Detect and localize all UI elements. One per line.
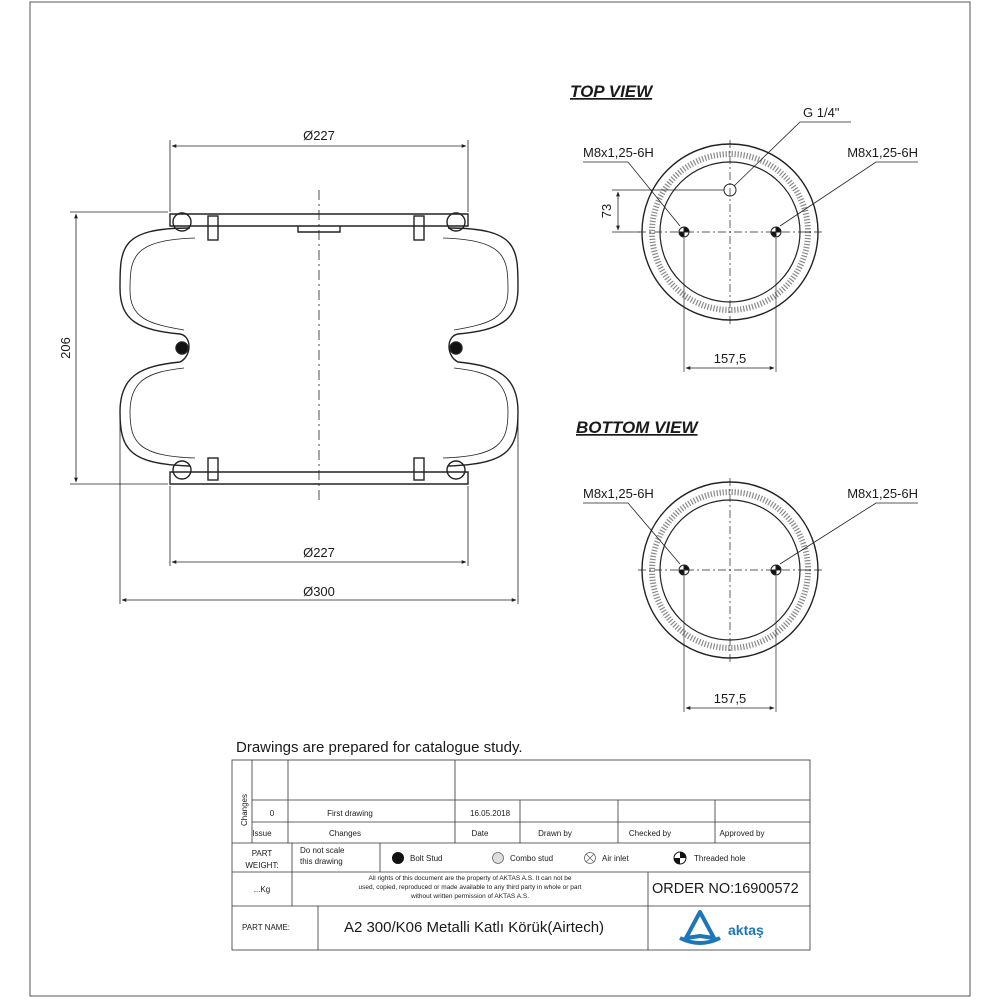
combo-stud-icon: [493, 853, 504, 864]
bottom-right-thread-label: M8x1,25-6H: [847, 486, 918, 501]
changes-side-label: Changes: [240, 793, 249, 827]
weight-value: ...Kg: [253, 885, 271, 894]
crimp-ring-bottom-right: [447, 461, 465, 479]
catalogue-note: Drawings are prepared for catalogue study.: [236, 739, 523, 756]
bottom-bolt-right: [414, 458, 424, 480]
copyright-line-2: used, copied, reproduced or made available to any third party in whole or part: [358, 884, 582, 891]
col-issue: Issue: [252, 829, 272, 838]
top-view-title: TOP VIEW: [570, 82, 653, 101]
legend-air-inlet: Air inlet: [602, 854, 629, 863]
part-label: PART: [251, 849, 273, 858]
legend-combo-stud: Combo stud: [510, 854, 554, 863]
top-bolt-spacing-label: 157,5: [713, 351, 747, 366]
top-threaded-hole-right: [771, 227, 781, 237]
bottom-threaded-hole-right: [771, 565, 781, 575]
bottom-bolt-left: [208, 458, 218, 480]
height-label: 206: [58, 337, 73, 359]
legend: [392, 852, 746, 864]
copyright-line-1: All rights of this document are the property of AKTAS A.S. It can not be: [368, 875, 572, 882]
bottom-left-leader: [583, 503, 680, 564]
change-description: First drawing: [327, 809, 373, 818]
part-name-label: PART NAME:: [242, 923, 291, 932]
outer-diameter-label: Ø300: [303, 584, 335, 599]
side-view-dimensions: [70, 140, 518, 604]
top-diameter-label: Ø227: [303, 128, 335, 143]
bolt-stud-icon: [392, 852, 404, 864]
air-inlet-label: G 1/4": [803, 105, 840, 120]
issue-number: 0: [269, 809, 275, 818]
girdle-ring-left: [176, 342, 188, 354]
change-date: 16.05.2018: [470, 809, 511, 818]
offset-dimension-label: 73: [599, 203, 614, 219]
col-approved-by: Approved by: [719, 829, 765, 838]
threaded-hole-icon: [674, 852, 686, 864]
bottom-view: [583, 478, 918, 712]
col-changes: Changes: [328, 829, 362, 838]
top-bolt-left: [208, 216, 218, 240]
legend-threaded-hole: Threaded hole: [694, 854, 746, 863]
bottom-diameter-label: Ø227: [303, 545, 335, 560]
scale-note-line2: this drawing: [300, 857, 343, 866]
order-number: ORDER NO:16900572: [652, 881, 799, 897]
top-bolt-right: [414, 216, 424, 240]
top-threaded-hole-left: [679, 227, 689, 237]
col-checked-by: Checked by: [628, 829, 672, 838]
copyright-line-3: without written permission of AKTAS A.S.: [410, 893, 530, 900]
weight-label: WEIGHT:: [245, 861, 279, 870]
top-left-thread-label: M8x1,25-6H: [583, 145, 654, 160]
aktas-logo: [680, 912, 764, 943]
bottom-threaded-hole-left: [679, 565, 689, 575]
bottom-view-title: BOTTOM VIEW: [576, 418, 698, 437]
aktas-wordmark: aktaş: [728, 922, 764, 938]
scale-note-line1: Do not scale: [300, 846, 345, 855]
col-drawn-by: Drawn by: [538, 829, 572, 838]
legend-bolt-stud: Bolt Stud: [410, 854, 443, 863]
col-date: Date: [471, 829, 489, 838]
bottom-right-leader: [780, 503, 918, 564]
girdle-ring-right: [450, 342, 462, 354]
bottom-bolt-spacing-label: 157,5: [713, 691, 747, 706]
part-name-value: A2 300/K06 Metalli Katlı Körük(Airtech): [343, 919, 605, 936]
bottom-left-thread-label: M8x1,25-6H: [583, 486, 654, 501]
top-right-thread-label: M8x1,25-6H: [847, 145, 918, 160]
side-view: [120, 190, 518, 500]
sheet-border: [30, 2, 970, 996]
crimp-ring-bottom-left: [173, 461, 191, 479]
